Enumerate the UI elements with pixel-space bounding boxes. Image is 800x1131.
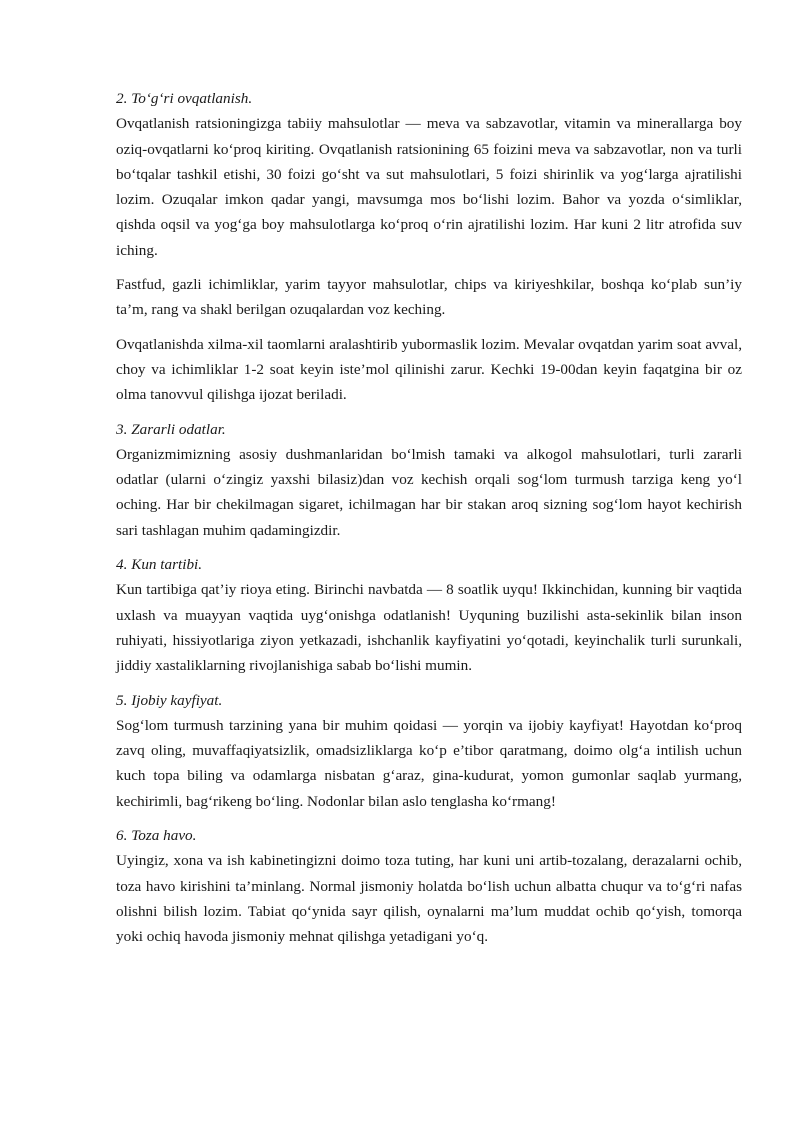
- section-heading: 5. Ijobiy kayfiyat.: [116, 691, 223, 709]
- paragraph: Uyingiz, xona va ish kabinetingizni doimo toza tuting, har kuni uni artib-tozalang, derazalarni ochib, toza havo kirishini ta’minlang. Normal jismoniy holatda bo‘lish uchun albatta chuqur va to‘g‘ri nafas olishni bilish lozim. Tabiat qo‘ynida sayr qilish, oynalarni ma’lum muddat ochib qo‘yish, tomorqa yoki ochiq havoda jismoniy mehnat qilishga yetadigani yo‘q.: [116, 852, 742, 946]
- paragraph: Fastfud, gazli ichimliklar, yarim tayyor mahsulotlar, chips va kiriyeshkilar, boshqa ko‘plab sun’iy ta’m, rang va shakl berilgan ozuqalardan voz keching.: [116, 276, 742, 319]
- section-daily-routine: [116, 552, 742, 678]
- paragraph: Kun tartibiga qat’iy rioya eting. Birinchi navbatda — 8 soatlik uyqu! Ikkinchidan, kunning bir vaqtida uxlash va muayyan vaqtida uyg‘onishga odatlanish! Uyquning buzilishi asta-sekinlik bilan inson ruhiyati, hissiyotlariga ziyon yetkazadi, ishchanlik kayfiyatini yo‘qotadi, keyinchalik turli surunkali, jiddiy xastaliklarning rivojlanishiga sabab bo‘lishi mumin.: [116, 581, 742, 675]
- section-heading: 4. Kun tartibi.: [116, 556, 203, 574]
- section-healthy-eating: [116, 86, 742, 408]
- paragraph: Organizmimizning asosiy dushmanlaridan bo‘lmish tamaki va alkogol mahsulotlari, turli zararli odatlar (ularni o‘zingiz yaxshi bilasiz)dan voz kechish orqali sog‘lom turmush tarziga keng yo‘l oching. Har bir chekilmagan sigaret, ichilmagan har bir stakan aroq sizning sog‘lom hayot kechirish sari tashlagan muhim qadamingizdir.: [116, 445, 742, 539]
- section-heading: 6. Toza havo.: [116, 827, 197, 845]
- section-positive-mood: [116, 688, 742, 814]
- paragraph: Ovqatlanishda xilma-xil taomlarni aralashtirib yubormaslik lozim. Mevalar ovqatdan yarim soat avval, choy va ichimliklar 1-2 soat keyin iste’mol qilinishi zarur. Kechki 19-00dan keyin faqatgina bir oz olma tanovvul qilishga ijozat beriladi.: [116, 335, 742, 404]
- section-fresh-air: [116, 823, 742, 949]
- section-heading: 3. Zararli odatlar.: [116, 420, 226, 438]
- paragraph: Sog‘lom turmush tarzining yana bir muhim qoidasi — yorqin va ijobiy kayfiyat! Hayotdan ko‘proq zavq oling, muvaffaqiyatsizlik, omadsizliklarga ko‘p e’tibor qaratmang, doimo olg‘a intilish uchun kuch topa biling va odamlarga nisbatan g‘araz, gina-kudurat, yomon gumonlar saqlab yurmang, kechirimli, bag‘rikeng bo‘ling. Nodonlar bilan aslo tenglasha ko‘rmang!: [116, 716, 742, 810]
- section-harmful-habits: [116, 417, 742, 543]
- paragraph: Ovqatlanish ratsioningizga tabiiy mahsulotlar — meva va sabzavotlar, vitamin va minerallarga boy oziq-ovqatlarni ko‘proq kiriting. Ovqatlanish ratsionining 65 foizini meva va sabzavotlar, non va turli bo‘tqalar tashkil etishi, 30 foizi go‘sht va sut mahsulotlari, 5 foizi shirinlik va yog‘larga ajratilishi lozim. Ozuqalar imkon qadar yangi, mavsumga mos bo‘lishi lozim. Bahor va yozda o‘simliklar, qishda oqsil va yog‘ga boy mahsulotlarga ko‘proq o‘rin ajratilishi lozim. Har kuni 2 litr atrofida suv iching.: [116, 115, 742, 259]
- section-heading: 2. To‘g‘ri ovqatlanish.: [116, 90, 253, 107]
